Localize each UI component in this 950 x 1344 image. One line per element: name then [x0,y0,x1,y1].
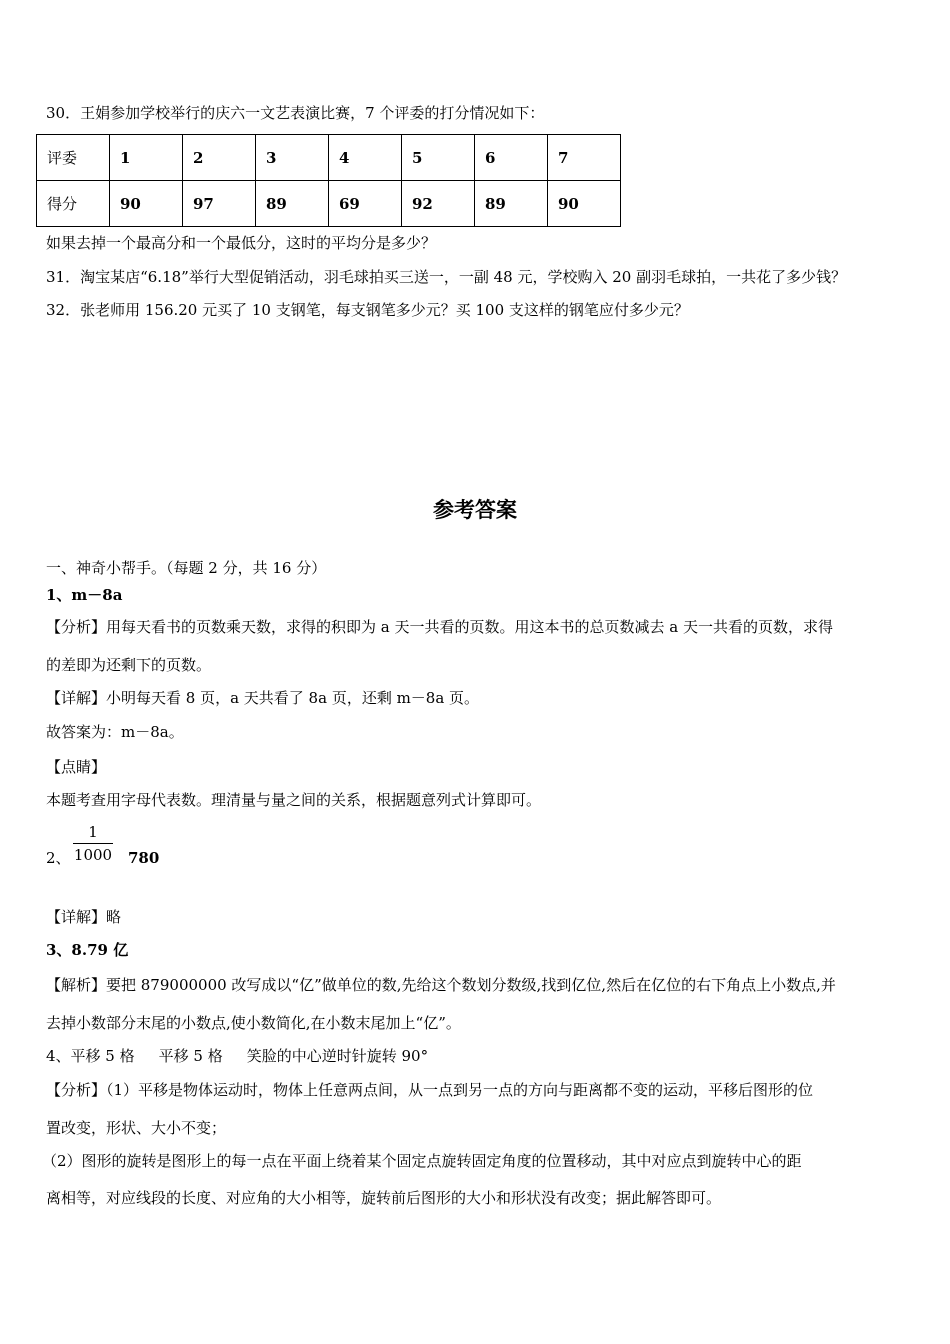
table-cell: 97 [183,181,256,227]
question-32: 32．张老师用 156.20 元买了 10 支钢笔，每支钢笔多少元？买 100 支这样的钢笔应付多少元？ [46,301,689,319]
fraction-numerator: 1 [88,823,98,841]
fraction-bar [73,843,113,844]
answer-4-head [46,1046,428,1066]
table-cell: 评委 [37,135,110,181]
answer-2-value: 780 [128,849,160,867]
answer-1-analysis: 【分析】用每天看书的页数乘天数，求得的积即为 a 天一共看的页数。用这本书的总页数减去 a 天一共看的页数，求得 [46,618,833,636]
answer-3-analysis-cont: 去掉小数部分末尾的小数点,使小数简化,在小数末尾加上“亿”。 [46,1014,461,1032]
question-30: 30．王娟参加学校举行的庆六一文艺表演比赛，7 个评委的打分情况如下： [46,104,545,122]
answer-4-analysis-2: （2）图形的旋转是图形上的每一点在平面上绕着某个固定点旋转固定角度的位置移动，其中对应点到旋转中心的距 [42,1152,802,1170]
answer-4-part: 4、平移 5 格 [46,1047,135,1065]
answer-2-detail: 【详解】略 [46,908,122,926]
answer-4-part: 平移 5 格 [158,1047,223,1065]
answer-1-head: 1、m－8a [46,586,123,604]
table-cell: 2 [183,135,256,181]
table-cell: 3 [256,135,329,181]
table-cell: 90 [548,181,621,227]
table-cell: 89 [256,181,329,227]
answer-2-num: 2、 [46,849,71,867]
table-cell: 92 [402,181,475,227]
table-row-scores [37,181,621,227]
fraction-denominator: 1000 [73,846,113,864]
answer-1-answer: 故答案为：m－8a。 [46,723,184,741]
answer-1-analysis-cont: 的差即为还剩下的页数。 [46,656,212,674]
table-cell: 6 [475,135,548,181]
score-table [36,134,621,227]
table-cell: 69 [329,181,402,227]
table-cell: 得分 [37,181,110,227]
question-31: 31．淘宝某店“6.18”举行大型促销活动，羽毛球拍买三送一，一副 48 元，学校购入 20 副羽毛球拍，一共花了多少钱？ [46,268,847,286]
answer-2-fraction [73,823,113,864]
answer-1-detail: 【详解】小明每天看 8 页，a 天共看了 8a 页，还剩 m－8a 页。 [46,689,480,707]
question-30-follow: 如果去掉一个最高分和一个最低分，这时的平均分是多少？ [46,234,437,252]
table-cell: 5 [402,135,475,181]
answer-3-head: 3、8.79 亿 [46,941,129,959]
section-heading: 一、神奇小帮手。（每题 2 分，共 16 分） [46,559,327,577]
answers-title: 参考答案 [433,497,517,522]
table-cell: 89 [475,181,548,227]
table-cell: 1 [110,135,183,181]
answer-1-point-head: 【点睛】 [46,758,107,776]
table-cell: 90 [110,181,183,227]
answer-4-analysis-2-cont: 离相等，对应线段的长度、对应角的大小相等，旋转前后图形的大小和形状没有改变；据此解答即可。 [46,1189,722,1207]
answer-3-analysis: 【解析】要把 879000000 改写成以“亿”做单位的数,先给这个数划分数级,找到亿位,然后在亿位的右下角点上小数点,并 [46,976,836,994]
table-cell: 4 [329,135,402,181]
answer-4-analysis: 【分析】（1）平移是物体运动时，物体上任意两点间，从一点到另一点的方向与距离都不变的运动，平移后图形的位 [46,1081,814,1099]
table-row-judges [37,135,621,181]
answer-4-part: 笑脸的中心逆时针旋转 90° [246,1047,429,1065]
table-cell: 7 [548,135,621,181]
answer-4-analysis-cont: 置改变，形状、大小不变； [46,1119,227,1137]
answer-1-point: 本题考查用字母代表数。理清量与量之间的关系，根据题意列式计算即可。 [46,791,542,809]
